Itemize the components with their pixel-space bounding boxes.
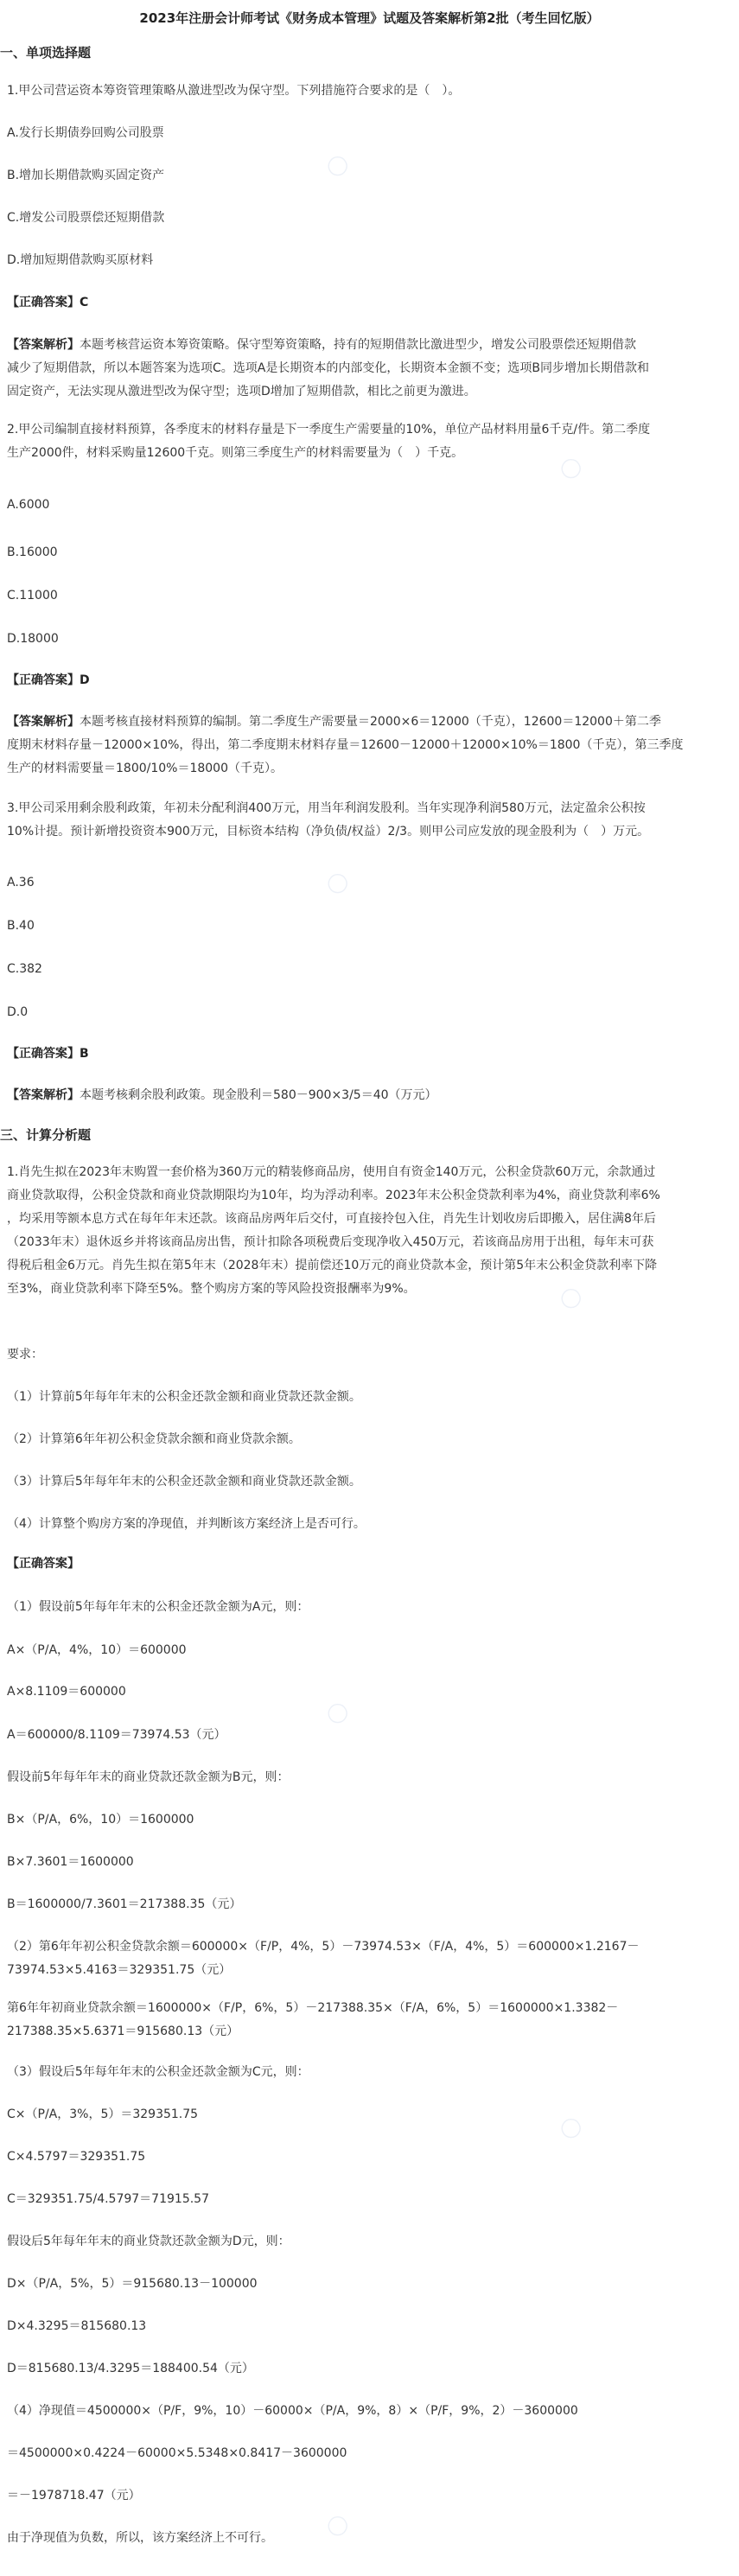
question-2-option-c: C.11000 bbox=[7, 589, 58, 603]
question-2-option-b: B.16000 bbox=[7, 545, 58, 559]
solution-line: （2）第6年年初公积金贷款余额＝600000×（F/P，4%，5）－73974.53×（F/A，4%，5）＝600000×1.2167－ bbox=[7, 1940, 640, 1954]
question-2-explanation-line: 生产的材料需要量＝1800/10%＝18000（千克）。 bbox=[7, 762, 283, 775]
question-1-answer: 【正确答案】C bbox=[7, 296, 89, 309]
solution-line: B×（P/A，6%，10）＝1600000 bbox=[7, 1813, 194, 1827]
solution-line: （3）假设后5年每年年末的公积金还款金额为C元，则： bbox=[7, 2065, 309, 2079]
question-2-stem-line: 生产2000件，材料采购量12600千克。则第三季度生产的材料需要量为（ ）千克。 bbox=[7, 446, 464, 460]
solution-line: A＝600000/8.1109＝73974.53（元） bbox=[7, 1728, 226, 1742]
question-1-explanation-line: 减少了短期借款，所以本题答案为选项C。选项A是长期资本的内部变化，长期资本金额不变；选项B同步增加长期借款和 bbox=[7, 361, 649, 375]
section-heading-single-choice: 一、单项选择题 bbox=[0, 45, 92, 61]
solution-line: B×7.3601＝1600000 bbox=[7, 1855, 134, 1869]
solution-line: 217388.35×5.6371＝915680.13（元） bbox=[7, 2024, 239, 2038]
watermark-shape: ◯ bbox=[322, 150, 352, 180]
question-1-option-a: A.发行长期债券回购公司股票 bbox=[7, 126, 164, 140]
question-3-option-d: D.0 bbox=[7, 1005, 29, 1019]
calc-1-stem-line: （2033年末）退休返乡并将该商品房出售，预计扣除各项税费后变现净收入450万元，若该商品房用于出租，每年末可获 bbox=[7, 1235, 654, 1249]
calc-1-stem-line: 商业贷款取得，公积金贷款和商业贷款期限均为10年，均为浮动利率。2023年末公积金贷款利率为4%，商业贷款利率6% bbox=[7, 1189, 660, 1202]
calc-1-requirement: （4）计算整个购房方案的净现值，并判断该方案经济上是否可行。 bbox=[7, 1517, 366, 1531]
watermark-shape: ◯ bbox=[322, 868, 352, 897]
solution-line: C×4.5797＝329351.75 bbox=[7, 2150, 146, 2164]
solution-line: A×8.1109＝600000 bbox=[7, 1685, 126, 1699]
calc-1-stem-line: ，均采用等额本息方式在每年年末还款。该商品房两年后交付，可直接拎包入住，肖先生计划收房后即搬入，居住满8年后 bbox=[7, 1212, 656, 1226]
question-3-stem-line: 3.甲公司采用剩余股利政策，年初未分配利润400万元，用当年利润发股利。当年实现净利润580万元，法定盈余公积按 bbox=[7, 801, 646, 815]
section-heading-calculation: 三、计算分析题 bbox=[0, 1127, 92, 1143]
watermark-shape: ◯ bbox=[556, 1283, 585, 1312]
explanation-label: 【答案解析】 bbox=[7, 1088, 80, 1102]
explanation-text: 本题考核营运资本筹资策略。保守型筹资策略，持有的短期借款比激进型少，增发公司股票偿还短期借款 bbox=[80, 338, 636, 352]
solution-line: （1）假设前5年每年年末的公积金还款金额为A元，则： bbox=[7, 1600, 309, 1614]
watermark-shape: ◯ bbox=[556, 2113, 585, 2142]
question-2-explanation-line: 度期末材料存量－12000×10%，得出，第二季度期末材料存量＝12600－12000＋12000×10%＝1800（千克），第三季度 bbox=[7, 738, 684, 752]
question-1-stem: 1.甲公司营运资本筹资管理策略从激进型改为保守型。下列措施符合要求的是（ ）。 bbox=[7, 84, 461, 98]
question-1-option-d: D.增加短期借款购买原材料 bbox=[7, 253, 154, 267]
calc-1-stem-line: 得税后租金6万元。肖先生拟在第5年末（2028年末）提前偿还10万元的商业贷款本金，预计第5年末公积金贷款利率下降 bbox=[7, 1259, 658, 1272]
solution-line: ＝－1978718.47（元） bbox=[7, 2489, 141, 2503]
solution-line: D＝815680.13/4.3295＝188400.54（元） bbox=[7, 2362, 254, 2375]
explanation-label: 【答案解析】 bbox=[7, 715, 80, 729]
question-2-stem-line: 2.甲公司编制直接材料预算，各季度末的材料存量是下一季度生产需要量的10%，单位产品材料用量6千克/件。第二季度 bbox=[7, 423, 651, 437]
calc-1-requirements-label: 要求： bbox=[7, 1348, 43, 1361]
solution-line: A×（P/A，4%，10）＝600000 bbox=[7, 1643, 187, 1657]
solution-line: ＝4500000×0.4224－60000×5.5348×0.8417－3600000 bbox=[7, 2446, 347, 2460]
solution-line: D×（P/A，5%，5）＝915680.13－100000 bbox=[7, 2277, 258, 2291]
calc-1-requirement: （1）计算前5年每年年末的公积金还款金额和商业贷款还款金额。 bbox=[7, 1390, 361, 1404]
question-3-option-a: A.36 bbox=[7, 876, 35, 889]
question-1-explanation-line bbox=[7, 334, 732, 357]
question-2-answer: 【正确答案】D bbox=[7, 673, 90, 687]
question-1-option-b: B.增加长期借款购买固定资产 bbox=[7, 169, 165, 182]
question-3-option-b: B.40 bbox=[7, 919, 35, 933]
explanation-text: 本题考核直接材料预算的编制。第二季度生产需要量＝2000×6＝12000（千克），12600＝12000＋第二季 bbox=[80, 715, 661, 729]
question-3-answer: 【正确答案】B bbox=[7, 1047, 89, 1061]
calc-1-stem-line: 1.肖先生拟在2023年末购置一套价格为360万元的精装修商品房，使用自有资金140万元，公积金贷款60万元，余款通过 bbox=[7, 1165, 656, 1179]
question-3-explanation-line bbox=[7, 1084, 732, 1107]
solution-line: B＝1600000/7.3601＝217388.35（元） bbox=[7, 1897, 242, 1911]
solution-line: C＝329351.75/4.5797＝71915.57 bbox=[7, 2192, 209, 2206]
question-3-option-c: C.382 bbox=[7, 962, 42, 976]
calc-1-stem-line: 至3%，商业贷款利率下降至5%。整个购房方案的等风险投资报酬率为9%。 bbox=[7, 1282, 416, 1296]
explanation-text: 本题考核剩余股利政策。现金股利＝580－900×3/5＝40（万元） bbox=[80, 1088, 437, 1102]
solution-line: 假设前5年每年年末的商业贷款还款金额为B元，则： bbox=[7, 1770, 290, 1784]
question-3-stem-line: 10%计提。预计新增投资资本900万元，目标资本结构（净负债/权益）2/3。则甲公司应发放的现金股利为（ ）万元。 bbox=[7, 825, 650, 838]
solution-line: 第6年年初商业贷款余额＝1600000×（F/P，6%，5）－217388.35×（F/A，6%，5）＝1600000×1.3382－ bbox=[7, 2001, 619, 2015]
question-2-explanation-line bbox=[7, 711, 732, 734]
calc-1-requirement: （2）计算第6年年初公积金贷款余额和商业贷款余额。 bbox=[7, 1432, 301, 1446]
calc-1-answer-label: 【正确答案】 bbox=[7, 1557, 80, 1571]
watermark-shape: ◯ bbox=[322, 1698, 352, 1727]
calc-1-requirement: （3）计算后5年每年年末的公积金还款金额和商业贷款还款金额。 bbox=[7, 1475, 361, 1489]
watermark-shape: ◯ bbox=[322, 2510, 352, 2540]
solution-line: C×（P/A，3%，5）＝329351.75 bbox=[7, 2107, 199, 2121]
solution-line: D×4.3295＝815680.13 bbox=[7, 2319, 147, 2333]
solution-line: 由于净现值为负数，所以，该方案经济上不可行。 bbox=[7, 2531, 273, 2545]
explanation-label: 【答案解析】 bbox=[7, 338, 80, 352]
question-2-option-a: A.6000 bbox=[7, 498, 50, 512]
question-2-option-d: D.18000 bbox=[7, 632, 59, 646]
question-1-option-c: C.增发公司股票偿还短期借款 bbox=[7, 211, 165, 225]
solution-line: 假设后5年每年年末的商业贷款还款金额为D元，则： bbox=[7, 2235, 290, 2248]
watermark-shape: ◯ bbox=[556, 453, 585, 482]
solution-line: 73974.53×5.4163＝329351.75（元） bbox=[7, 1963, 232, 1977]
question-1-explanation-line: 固定资产，无法实现从激进型改为保守型；选项D增加了短期借款，相比之前更为激进。 bbox=[7, 385, 476, 399]
solution-line: （4）净现值＝4500000×（P/F，9%，10）－60000×（P/A，9%，8）×（P/F，9%，2）－3600000 bbox=[7, 2404, 578, 2418]
page-title: 2023年注册会计师考试《财务成本管理》试题及答案解析第2批（考生回忆版） bbox=[139, 10, 600, 26]
